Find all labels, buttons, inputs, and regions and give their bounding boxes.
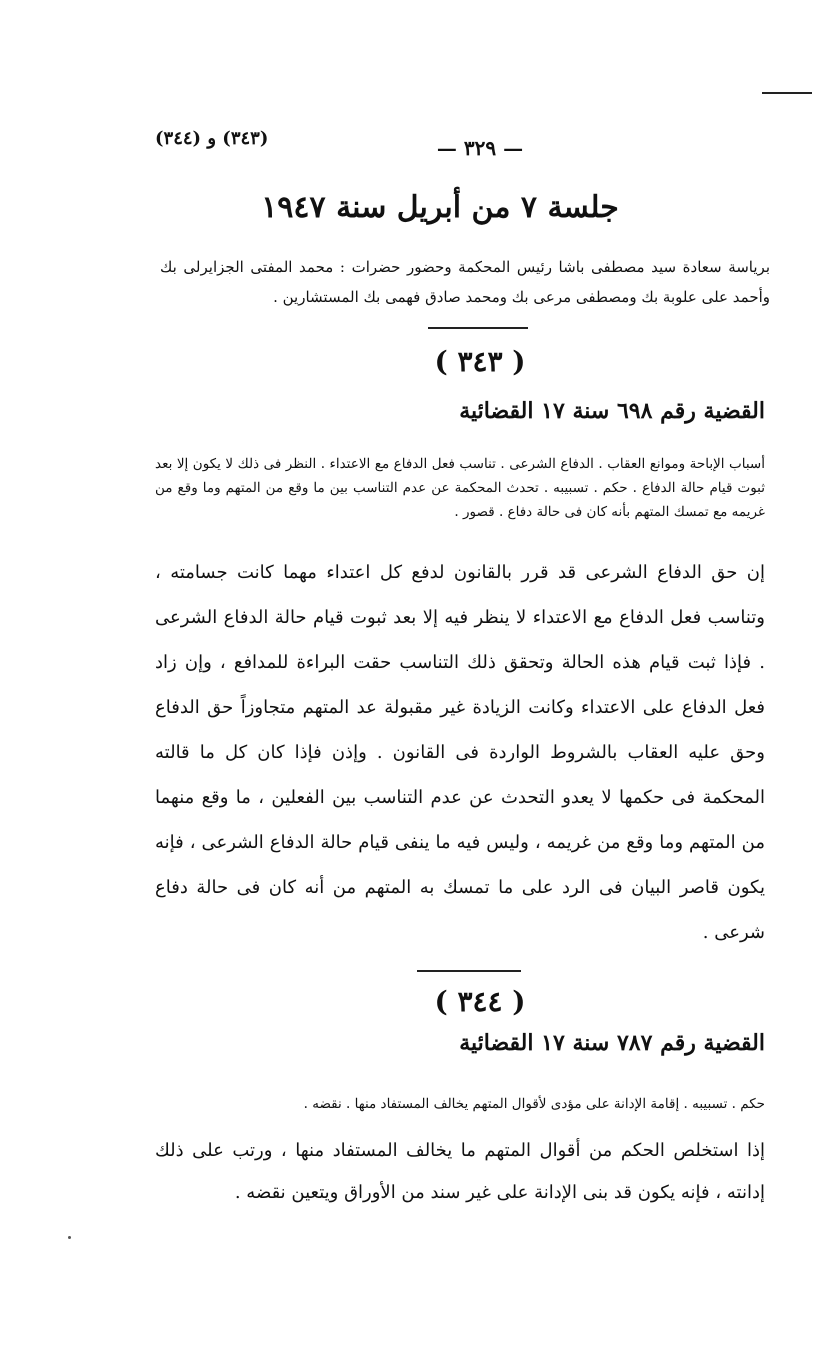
session-title: جلسة ٧ من أبريل سنة ١٩٤٧ [261, 190, 619, 225]
scan-speck [68, 1236, 71, 1239]
presiding-judges: برياسة سعادة سيد مصطفى باشا رئيس المحكمة وحضور حضرات : محمد المفتى الجزايرلى بك وأحمد على علوبة بك ومصطفى مرعى بك ومحمد صادق فهمى بك المستشارين . [160, 258, 770, 306]
ruling-text: إذا استخلص الحكم من أقوال المتهم ما يخالف المستفاد منها ، ورتب على ذلك إدانته ، فإنه يكون قد بنى الإدانة على غير سند من الأوراق ويتعين نقضه . [155, 1140, 765, 1203]
divider [428, 327, 528, 329]
corner-rule [762, 92, 812, 94]
case-summary: حكم . تسبيبه . إقامة الإدانة على مؤدى لأقوال المتهم يخالف المستفاد منها . نقضه . [303, 1096, 765, 1112]
ruling-text: إن حق الدفاع الشرعى قد قرر بالقانون لدفع كل اعتداء مهما كانت جسامته ، وتناسب فعل الدفاع مع الاعتداء لا ينظر فيه إلا بعد ثبوت قيام حالة الدفاع الشرعى . فإذا ثبت قيام هذه الحالة وتحقق ذلك التناسب حقت البراءة للمدافع ، وإن زاد فعل الدفاع على الاعتداء وكانت الزيادة غير مقبولة عد المتهم متجاوزاً حق الدفاع وحق عليه العقاب بالشروط الواردة فى القانون . وإذن فإذا كان كل ما قالته المحكمة فى حكمها لا يعدو التحدث عن عدم التناسب بين الفعلين ، ما وقع منهما من المتهم وما وقع من غريمه ، وليس فيه ما ينفى قيام حالة الدفاع الشرعى ، فإنه يكون قاصر البيان فى الرد على ما تمسك به المتهم من أنه كان فى حالة دفاع شرعى . [155, 562, 765, 943]
running-case-reference: (٣٤٣) و (٣٤٤) [155, 128, 269, 149]
divider [417, 970, 521, 972]
case-summary: أسباب الإباحة وموانع العقاب . الدفاع الشرعى . تناسب فعل الدفاع مع الاعتداء . النظر فى ذلك لا يكون إلا بعد ثبوت قيام حالة الدفاع . حكم . تسبيبه . تحدث المحكمة عن عدم التناسب بين ما وقع من المتهم وما وقع من غريمه مع تمسك المتهم بأنه كان فى حالة دفاع . قصور . [155, 456, 765, 520]
section-number: ( ٣٤٤ ) [434, 985, 526, 1018]
case-number: القضية رقم ٦٩٨ سنة ١٧ القضائية [459, 398, 765, 424]
case-number: القضية رقم ٧٨٧ سنة ١٧ القضائية [459, 1030, 765, 1056]
page-number: — ٣٢٩ — [436, 136, 524, 160]
section-number: ( ٣٤٣ ) [434, 345, 526, 378]
